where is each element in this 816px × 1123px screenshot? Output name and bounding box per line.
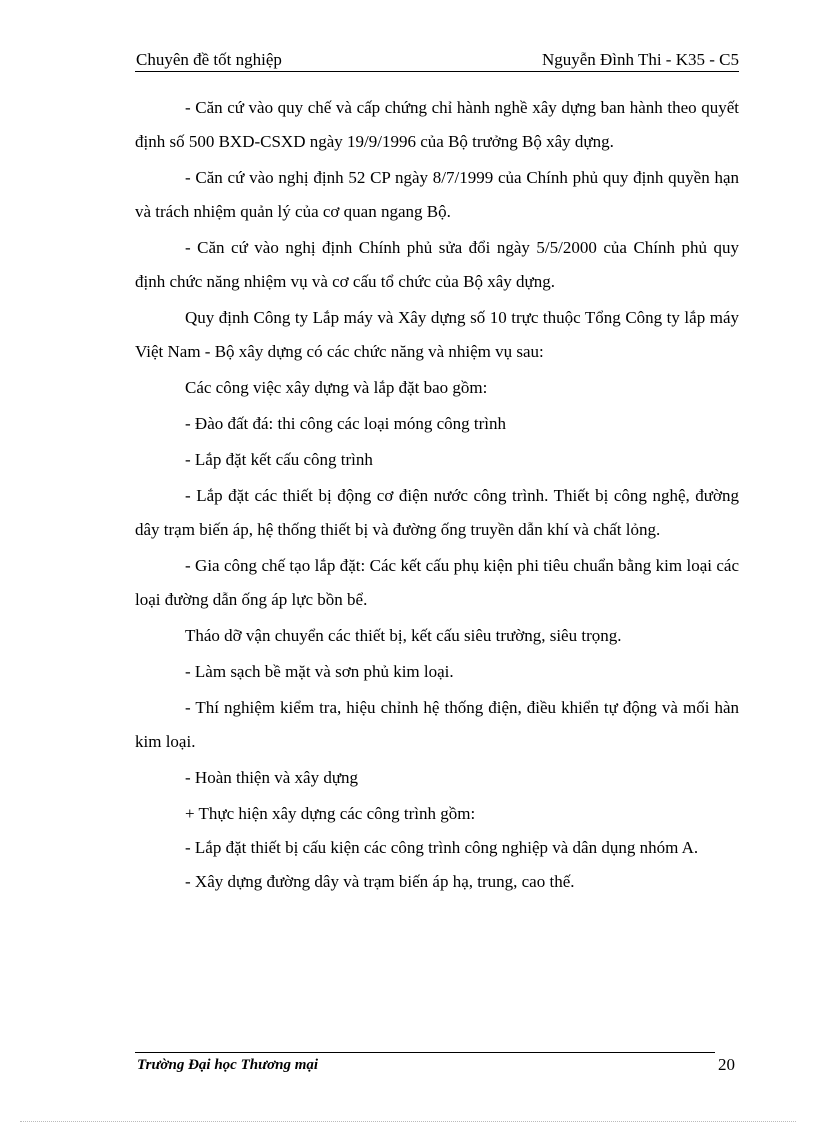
header-author: Nguyễn Đình Thi - K35 - C5 — [541, 50, 739, 69]
document-body — [135, 91, 739, 899]
paragraph: - Lắp đặt kết cấu công trình — [185, 450, 373, 469]
paragraph: Các công việc xây dựng và lắp đặt bao gồm: — [185, 378, 488, 397]
paragraph: - Thí nghiệm kiểm tra, hiệu chỉnh hệ thống điện, điều khiển tự động và mối hàn kim loại. — [135, 698, 739, 751]
paragraph: Tháo dỡ vận chuyển các thiết bị, kết cấu siêu trường, siêu trọng. — [185, 626, 622, 645]
page-header — [135, 49, 739, 72]
page-number: 20 — [718, 1055, 735, 1074]
paragraph: Quy định Công ty Lắp máy và Xây dựng số 10 trực thuộc Tổng Công ty lắp máy Việt Nam - Bộ xây dựng có các chức năng và nhiệm vụ sau: — [135, 308, 739, 361]
paragraph: - Căn cứ vào quy chế và cấp chứng chỉ hành nghề xây dựng ban hành theo quyết định số 500 BXD-CSXD ngày 19/9/1996 của Bộ trưởng Bộ xây dựng. — [135, 98, 739, 151]
paragraph: - Gia công chế tạo lắp đặt: Các kết cấu phụ kiện phi tiêu chuẩn bằng kim loại các loại đường dẫn ống áp lực bồn bể. — [135, 556, 739, 609]
paragraph: + Thực hiện xây dựng các công trình gồm: — [185, 804, 476, 823]
paragraph: - Lắp đặt thiết bị cấu kiện các công trình công nghiệp và dân dụng nhóm A. — [185, 838, 699, 857]
paragraph: - Làm sạch bề mặt và sơn phủ kim loại. — [185, 662, 454, 681]
paragraph: - Hoàn thiện và xây dựng — [185, 768, 359, 787]
paragraph: - Xây dựng đường dây và trạm biến áp hạ, trung, cao thế. — [185, 872, 575, 891]
paragraph: - Căn cứ vào nghị định 52 CP ngày 8/7/1999 của Chính phủ quy định quyền hạn và trách nhiệm quản lý của cơ quan ngang Bộ. — [135, 168, 739, 221]
footer-divider — [135, 1052, 715, 1053]
paragraph: - Đào đất đá: thi công các loại móng công trình — [185, 414, 507, 433]
page-bottom-dotted-border — [20, 1121, 796, 1122]
header-document-title: Chuyên đề tốt nghiệp — [136, 50, 282, 69]
footer-institution: Trường Đại học Thương mại — [137, 1057, 319, 1073]
paragraph: - Lắp đặt các thiết bị động cơ điện nước công trình. Thiết bị công nghệ, đường dây trạm biến áp, hệ thống thiết bị và đường ống truyền dẫn khí và chất lỏng. — [135, 486, 739, 539]
paragraph: - Căn cứ vào nghị định Chính phủ sửa đổi ngày 5/5/2000 của Chính phủ quy định chức năng nhiệm vụ và cơ cấu tổ chức của Bộ xây dựng. — [135, 238, 739, 291]
